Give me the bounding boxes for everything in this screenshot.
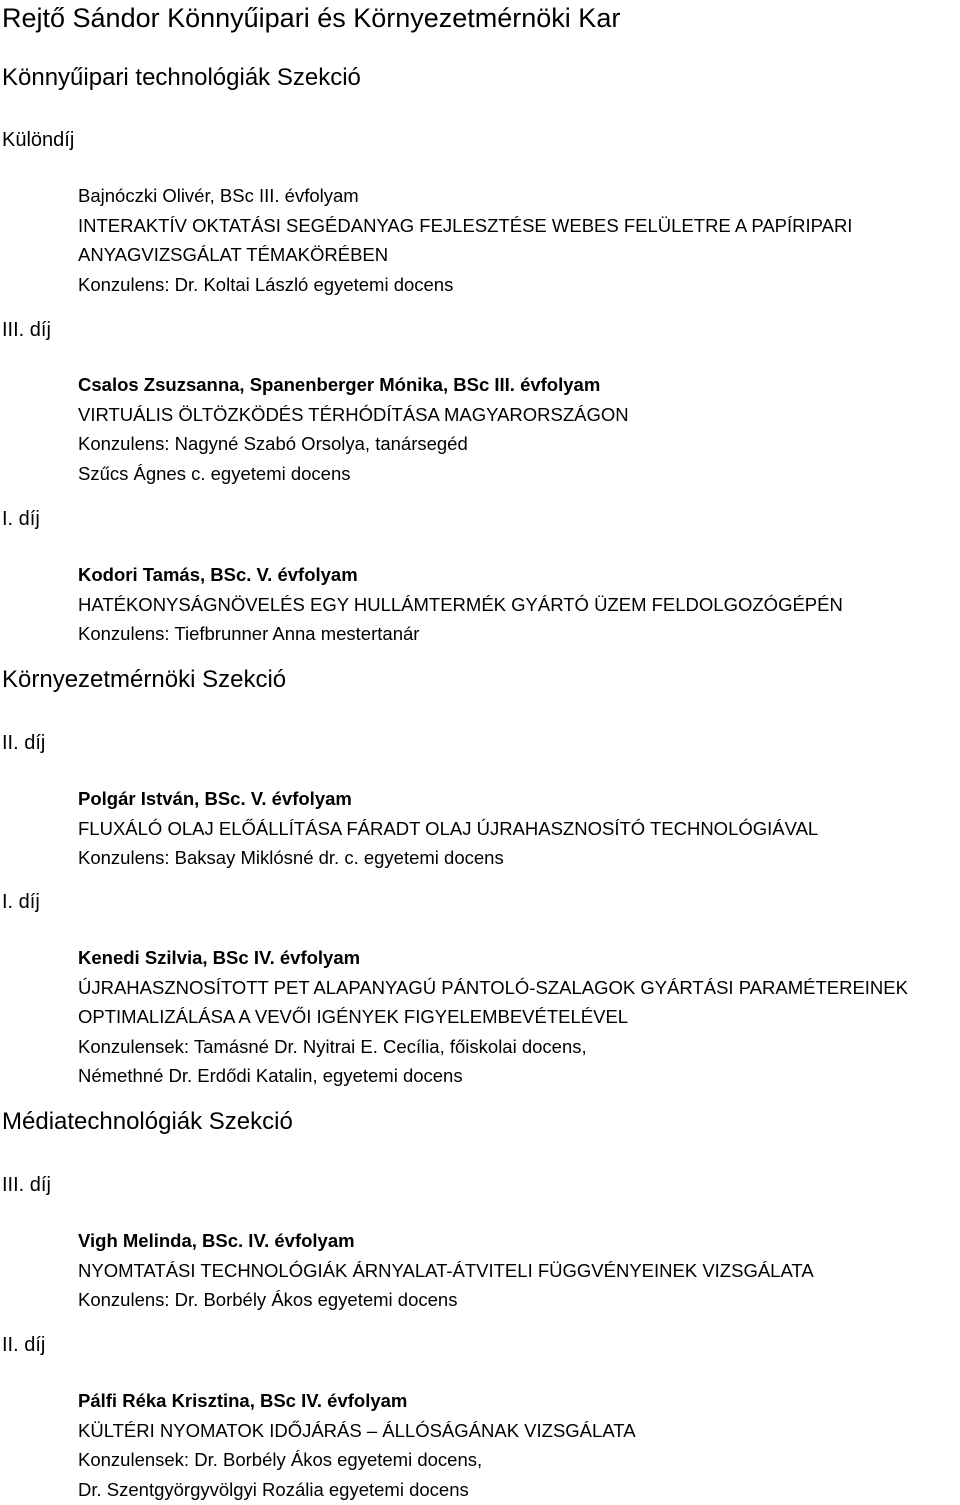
consultant-line: Dr. Szentgyörgyvölgyi Rozália egyetemi docens [78,1478,469,1500]
consultant-line: Konzulens: Tiefbrunner Anna mestertanár [78,623,420,644]
student-name: Bajnóczki Olivér, BSc III. évfolyam [78,185,359,206]
consultant-line: Konzulensek: Dr. Borbély Ákos egyetemi docens, [78,1449,483,1470]
consultant-line: Konzulens: Dr. Koltai László egyetemi docens [78,273,454,295]
award-label: III. díj [2,1174,51,1196]
entry-vigh [78,1226,814,1315]
thesis-title-line: FLUXÁLÓ OLAJ ELŐÁLLÍTÁSA FÁRADT OLAJ ÚJRAHASZNOSÍTÓ TECHNOLÓGIÁVAL [78,817,819,839]
award-label: II. díj [2,732,46,754]
award-label: III. díj [2,319,51,341]
thesis-title-line: ANYAGVIZSGÁLAT TÉMAKÖRÉBEN [78,244,389,265]
student-name: Kodori Tamás, BSc. V. évfolyam [78,564,358,585]
section-title-konnyuipari: Könnyűipari technológiák Szekció [2,64,361,91]
section-title-kornyezetmernoki: Környezetmérnöki Szekció [2,666,287,693]
thesis-title-line: INTERAKTÍV OKTATÁSI SEGÉDANYAG FEJLESZTÉSE WEBES FELÜLETRE A PAPÍRIPARI [78,214,853,236]
award-label: I. díj [2,891,40,913]
entry-csalos [78,370,629,488]
consultant-line: Konzulens: Dr. Borbély Ákos egyetemi docens [78,1289,458,1310]
section-title-mediatechnologiak: Médiatechnológiák Szekció [2,1108,293,1135]
faculty-title: Rejtő Sándor Könnyűipari és Környezetmérnöki Kar [2,3,621,33]
entry-bajnoczki [78,181,852,299]
consultant-line: Szűcs Ágnes c. egyetemi docens [78,462,351,484]
consultant-line: Konzulensek: Tamásné Dr. Nyitrai E. Cecília, főiskolai docens, [78,1035,587,1057]
special-award-label: Különdíj [2,129,75,151]
consultant-line: Némethné Dr. Erdődi Katalin, egyetemi docens [78,1065,463,1086]
student-name: Vigh Melinda, BSc. IV. évfolyam [78,1230,355,1251]
entry-polgar [78,784,818,873]
consultant-line: Konzulens: Baksay Miklósné dr. c. egyetemi docens [78,847,504,868]
thesis-title-line: ÚJRAHASZNOSÍTOTT PET ALAPANYAGÚ PÁNTOLÓ-SZALAGOK GYÁRTÁSI PARAMÉTEREINEK [78,976,908,998]
student-name: Csalos Zsuzsanna, Spanenberger Mónika, BSc III. évfolyam [78,374,601,395]
student-name: Pálfi Réka Krisztina, BSc IV. évfolyam [78,1390,408,1411]
thesis-title-line: VIRTUÁLIS ÖLTÖZKÖDÉS TÉRHÓDÍTÁSA MAGYARORSZÁGON [78,403,629,425]
student-name: Kenedi Szilvia, BSc IV. évfolyam [78,947,361,968]
entry-kodori [78,560,843,649]
entry-palfi [78,1386,636,1504]
thesis-title-line: NYOMTATÁSI TECHNOLÓGIÁK ÁRNYALAT-ÁTVITELI FÜGGVÉNYEINEK VIZSGÁLATA [78,1259,814,1281]
consultant-line: Konzulens: Nagyné Szabó Orsolya, tanársegéd [78,433,468,454]
entry-kenedi [78,943,908,1091]
thesis-title-line: KÜLTÉRI NYOMATOK IDŐJÁRÁS – ÁLLÓSÁGÁNAK VIZSGÁLATA [78,1419,636,1441]
student-name: Polgár István, BSc. V. évfolyam [78,788,352,809]
thesis-title-line: HATÉKONYSÁGNÖVELÉS EGY HULLÁMTERMÉK GYÁRTÓ ÜZEM FELDOLGOZÓGÉPÉN [78,593,843,615]
thesis-title-line: OPTIMALIZÁLÁSA A VEVŐI IGÉNYEK FIGYELEMBEVÉTELÉVEL [78,1006,629,1027]
award-label: I. díj [2,508,40,530]
award-label: II. díj [2,1334,46,1356]
